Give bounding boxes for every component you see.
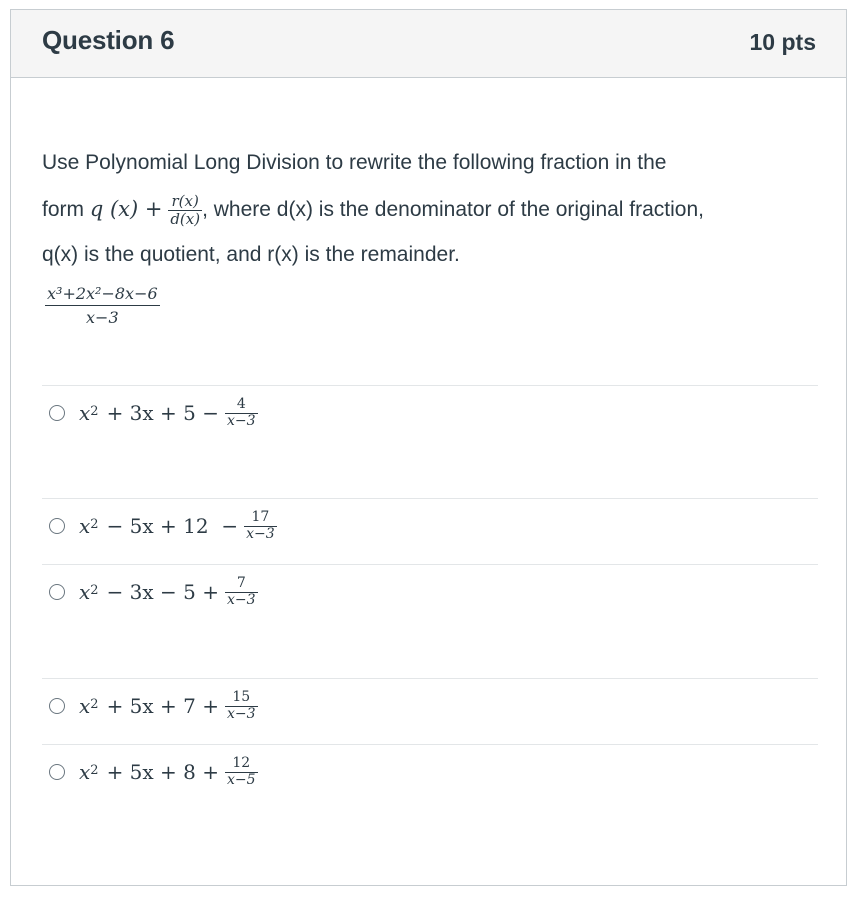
answer-fraction-numerator: 15 bbox=[225, 690, 258, 706]
answer-divider bbox=[42, 385, 818, 386]
answer-option-3[interactable] bbox=[49, 572, 258, 612]
answer-fraction-denominator: x−3 bbox=[246, 525, 275, 542]
answer-fraction-numerator: 12 bbox=[225, 756, 258, 772]
answer-fraction-numerator: 17 bbox=[244, 510, 277, 526]
radio-button[interactable] bbox=[49, 518, 65, 534]
question-prompt bbox=[42, 140, 822, 278]
prompt-line-2 bbox=[42, 186, 822, 232]
answer-expression bbox=[79, 756, 258, 788]
answer-exponent: 2 bbox=[90, 403, 99, 419]
answer-rest-terms: + 5x + 8 + bbox=[106, 760, 219, 784]
answer-divider bbox=[42, 744, 818, 745]
answer-expression bbox=[79, 690, 258, 722]
radio-button[interactable] bbox=[49, 405, 65, 421]
answer-rest-terms: + 3x + 5 − bbox=[106, 401, 219, 425]
answer-divider bbox=[42, 498, 818, 499]
answer-lead-term: x bbox=[79, 760, 91, 784]
original-fraction-numerator: x³+2x²−8x−6 bbox=[45, 285, 160, 306]
prompt-line-3: q(x) is the quotient, and r(x) is the remainder. bbox=[42, 243, 460, 266]
answer-option-5[interactable] bbox=[49, 752, 258, 792]
answer-option-2[interactable] bbox=[49, 506, 277, 546]
answer-lead-term: x bbox=[79, 694, 91, 718]
answer-fraction bbox=[225, 756, 258, 788]
answer-fraction-numerator: 7 bbox=[225, 576, 258, 592]
answer-fraction bbox=[225, 576, 258, 608]
answer-lead-term: x bbox=[79, 514, 91, 538]
answer-rest-terms: − 3x − 5 + bbox=[106, 580, 219, 604]
answer-fraction-numerator: 4 bbox=[225, 397, 258, 413]
answer-option-1[interactable] bbox=[49, 393, 258, 433]
prompt-qx-expression: q (x) + bbox=[89, 197, 163, 221]
answer-fraction bbox=[225, 690, 258, 722]
answer-fraction bbox=[225, 397, 258, 429]
answer-fraction-denominator: x−5 bbox=[227, 771, 256, 788]
answer-fraction-denominator: x−3 bbox=[227, 591, 256, 608]
answer-divider bbox=[42, 564, 818, 565]
answer-rest-terms: + 5x + 7 + bbox=[106, 694, 219, 718]
answer-option-4[interactable] bbox=[49, 686, 258, 726]
question-card bbox=[10, 9, 847, 886]
answer-lead-term: x bbox=[79, 580, 91, 604]
answer-exponent: 2 bbox=[90, 696, 99, 712]
answer-expression bbox=[79, 510, 277, 542]
prompt-line-1: Use Polynomial Long Division to rewrite the following fraction in the bbox=[42, 151, 667, 174]
prompt-fraction-denominator: d(x) bbox=[170, 209, 201, 228]
question-points: 10 pts bbox=[749, 29, 816, 55]
radio-button[interactable] bbox=[49, 764, 65, 780]
answer-exponent: 2 bbox=[90, 762, 99, 778]
answer-exponent: 2 bbox=[90, 516, 99, 532]
original-fraction bbox=[45, 285, 160, 326]
answer-fraction-denominator: x−3 bbox=[227, 705, 256, 722]
answer-fraction-denominator: x−3 bbox=[227, 412, 256, 429]
answer-divider bbox=[42, 678, 818, 679]
answer-rest-terms: − 5x + 12 − bbox=[106, 514, 239, 538]
answer-expression bbox=[79, 576, 258, 608]
answer-lead-term: x bbox=[79, 401, 91, 425]
original-fraction-denominator: x−3 bbox=[86, 307, 119, 327]
answer-fraction bbox=[244, 510, 277, 542]
answer-expression bbox=[79, 397, 258, 429]
prompt-fraction-numerator: r(x) bbox=[168, 193, 202, 211]
radio-button[interactable] bbox=[49, 698, 65, 714]
answer-exponent: 2 bbox=[90, 582, 99, 598]
question-title: Question 6 bbox=[42, 25, 175, 55]
question-header bbox=[11, 10, 846, 78]
prompt-rx-over-dx-fraction bbox=[168, 193, 202, 227]
prompt-line-2-rest: , where d(x) is the denominator of the original fraction, bbox=[202, 198, 704, 221]
prompt-form-text: form bbox=[42, 198, 90, 221]
radio-button[interactable] bbox=[49, 584, 65, 600]
